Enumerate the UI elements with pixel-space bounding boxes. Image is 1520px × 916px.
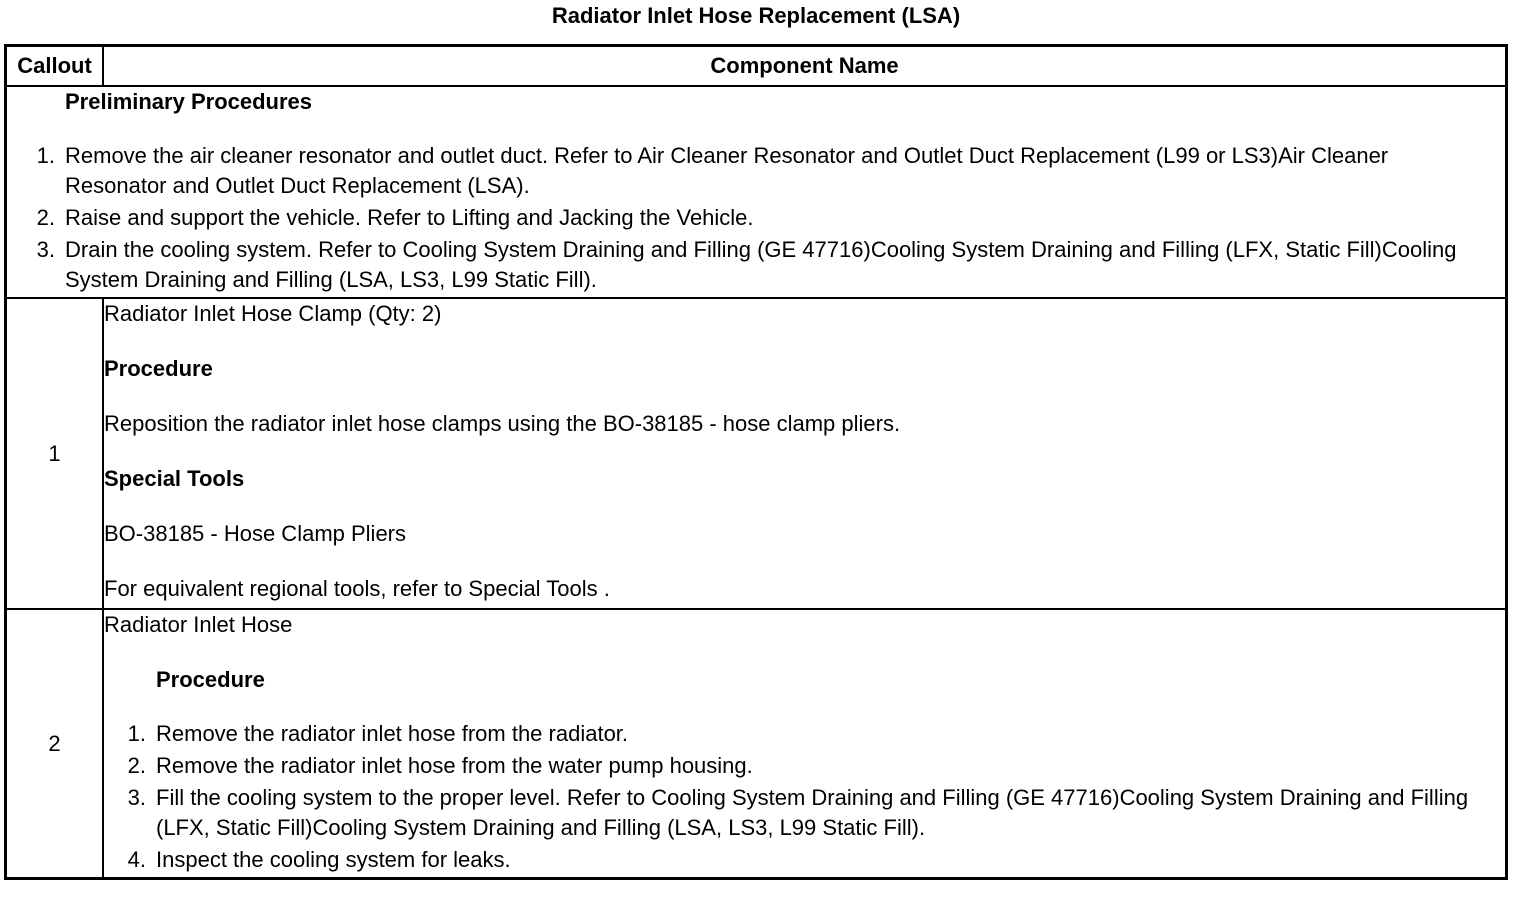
table-row <box>6 609 1507 879</box>
preliminary-cell <box>6 86 1507 298</box>
procedure-heading: Procedure <box>104 356 213 381</box>
step-text: Inspect the cooling system for leaks. <box>156 847 511 872</box>
procedure-heading: Procedure <box>156 667 265 692</box>
step-text: Raise and support the vehicle. Refer to Lifting and Jacking the Vehicle. <box>65 205 754 230</box>
step-number: 4. <box>127 847 146 872</box>
list-item <box>7 141 1505 201</box>
step-text: Fill the cooling system to the proper level. Refer to Cooling System Draining and Filling (GE 47716)Cooling System Draining and Filling (LFX, Static Fill)Cooling System Draining and Filling (LSA, LS3, L99 Static Fill). <box>156 785 1469 840</box>
procedure-text: Reposition the radiator inlet hose clamps using the BO-38185 - hose clamp pliers. <box>104 411 901 436</box>
page-title: Radiator Inlet Hose Replacement (LSA) <box>551 3 961 28</box>
list-item <box>7 203 1505 233</box>
component-cell <box>103 298 1507 609</box>
callout-column-header: Callout <box>6 46 104 87</box>
step-number: 3. <box>127 785 146 810</box>
step-text: Drain the cooling system. Refer to Cooling System Draining and Filling (GE 47716)Cooling System Draining and Filling (LFX, Static Fill)Cooling System Draining and Filling (LSA, LS3, L99 Static Fill). <box>65 237 1457 292</box>
table-row <box>6 298 1507 609</box>
list-item <box>104 751 1505 781</box>
step-text: Remove the radiator inlet hose from the water pump housing. <box>156 753 753 778</box>
preliminary-row <box>6 86 1507 298</box>
component-name: Radiator Inlet Hose <box>104 612 293 637</box>
preliminary-heading: Preliminary Procedures <box>65 89 313 114</box>
step-number: 2. <box>36 205 55 230</box>
step-number: 2. <box>127 753 146 778</box>
procedure-steps <box>104 719 1505 875</box>
component-cell <box>103 609 1507 879</box>
list-item <box>104 719 1505 749</box>
component-name: Radiator Inlet Hose Clamp (Qty: 2) <box>104 301 442 326</box>
callout-cell: 2 <box>6 609 104 879</box>
preliminary-steps <box>7 141 1505 295</box>
table-header-row <box>6 46 1507 87</box>
list-item <box>7 235 1505 295</box>
step-number: 1. <box>127 721 146 746</box>
component-column-header: Component Name <box>103 46 1507 87</box>
special-tools-heading: Special Tools <box>104 466 245 491</box>
list-item <box>104 845 1505 875</box>
list-item <box>104 783 1505 843</box>
procedure-table <box>4 44 1508 880</box>
step-number: 1. <box>36 143 55 168</box>
callout-cell: 1 <box>6 298 104 609</box>
regional-tools-text: For equivalent regional tools, refer to Special Tools . <box>104 576 610 601</box>
step-text: Remove the air cleaner resonator and outlet duct. Refer to Air Cleaner Resonator and Outlet Duct Replacement (L99 or LS3)Air Cleaner Resonator and Outlet Duct Replacement (LSA). <box>65 143 1389 198</box>
special-tools-text: BO-38185 - Hose Clamp Pliers <box>104 521 407 546</box>
step-number: 3. <box>36 237 55 262</box>
step-text: Remove the radiator inlet hose from the radiator. <box>156 721 629 746</box>
